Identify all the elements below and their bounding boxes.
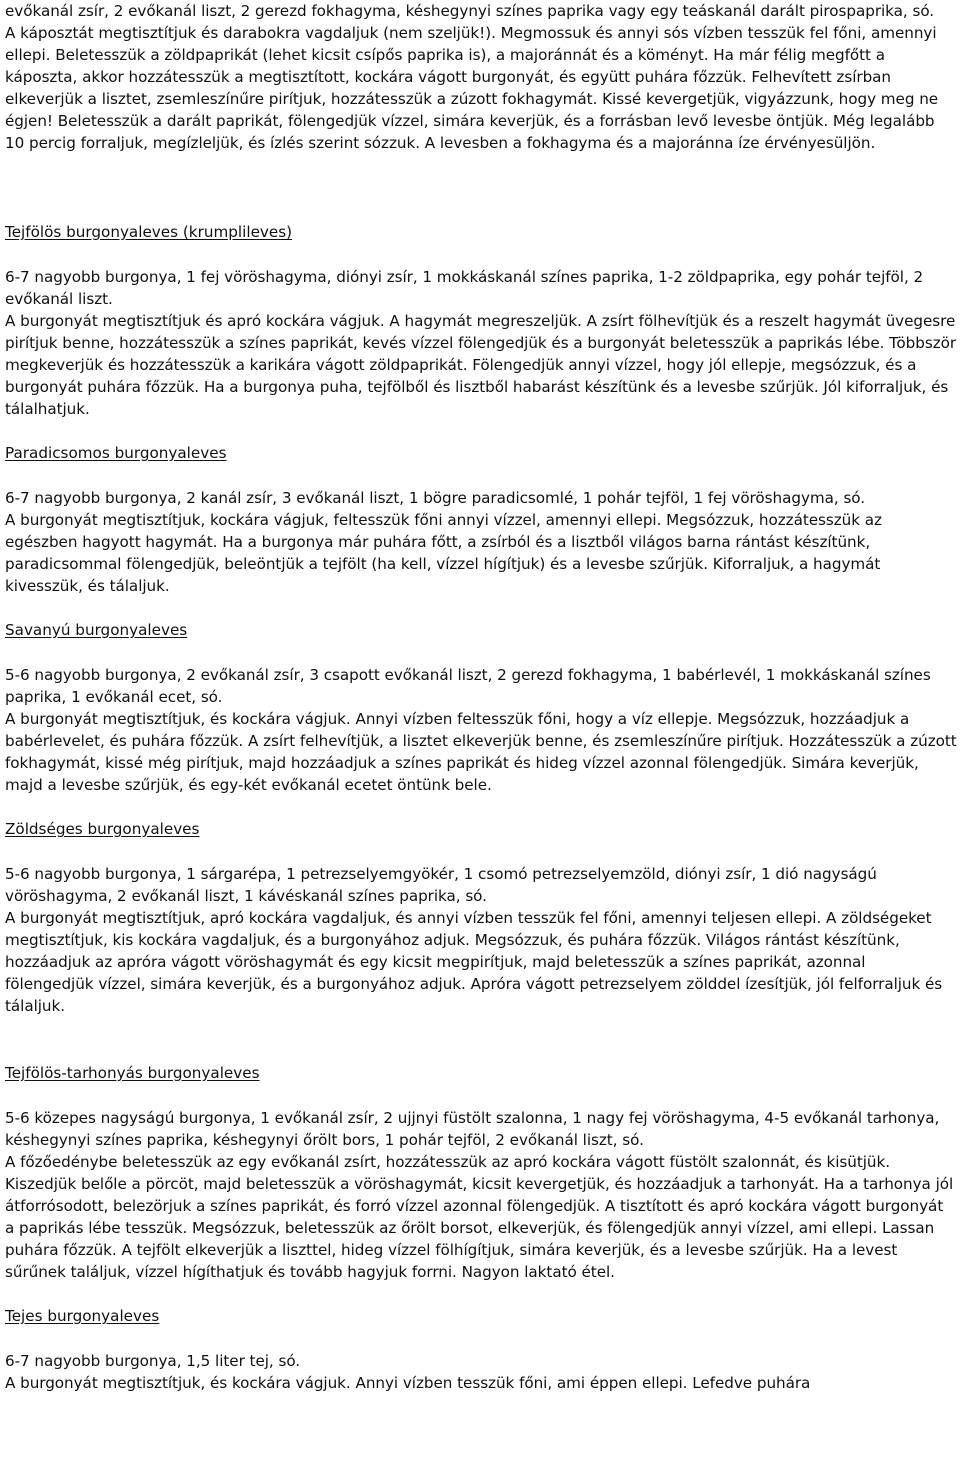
spacer	[5, 420, 957, 442]
spacer	[5, 641, 957, 664]
document-body	[5, 0, 957, 1394]
recipe-ingredients: 6-7 nagyobb burgonya, 2 kanál zsír, 3 evőkanál liszt, 1 bögre paradicsomlé, 1 pohár tejföl, 1 fej vöröshagyma, só.	[5, 489, 866, 507]
intro-method: A káposztát megtisztítjuk és darabokra vagdaljuk (nem szeljük!). Megmossuk és annyi sós vízben tesszük fel főni, amennyi ellepi. Beletesszük a zöldpaprikát (lehet kicsit csípős paprika is), a majoránnát és a köményt. Ha már félig megfőtt a káposzta, akkor hozzátesszük a megtisztított, kockára vágott burgonyát, és együtt puhára főzzük. Felhevített zsírban elkeverjük a lisztet, zsemleszínűre pirítjuk, hozzátesszük a zúzott fokhagymát. Kissé kevergetjük, vigyázzunk, hogy meg ne égjen! Beletesszük a darált paprikát, fölengedjük vízzel, simára keverjük, és a forrásban levő levesbe öntjük. Még legalább 10 percig forraljuk, megízleljük, és ízlés szerint sózzuk. A levesben a fokhagyma és a majoránna íze érvényesüljön.	[5, 24, 939, 152]
recipe-method: A burgonyát megtisztítjuk, és kockára vágjuk. Annyi vízben tesszük főni, ami éppen ellepi. Lefedve puhára	[5, 1374, 811, 1392]
spacer	[5, 597, 957, 619]
intro-ingredients: evőkanál zsír, 2 evőkanál liszt, 2 gerezd fokhagyma, késhegynyi színes paprika vagy egy teáskanál darált pirospaprika, só.	[5, 2, 935, 20]
recipe-title-zoldseges-burgonyaleves: Zöldséges burgonyaleves	[5, 820, 200, 838]
recipe-ingredients: 5-6 közepes nagyságú burgonya, 1 evőkanál zsír, 2 ujjnyi füstölt szalonna, 1 nagy fej vöröshagyma, 4-5 evőkanál tarhonya, késhegynyi színes paprika, késhegynyi őrölt bors, 1 pohár tejföl, 2 evőkanál liszt, só.	[5, 1109, 940, 1149]
spacer	[5, 1283, 957, 1305]
recipe-ingredients: 6-7 nagyobb burgonya, 1 fej vöröshagyma, diónyi zsír, 1 mokkáskanál színes paprika, 1-2 zöldpaprika, egy pohár tejföl, 2 evőkanál liszt.	[5, 268, 924, 308]
recipe-title-savanyu-burgonyaleves: Savanyú burgonyaleves	[5, 621, 188, 639]
spacer	[5, 154, 957, 221]
recipe-title-tejfolos-tarhonyas-burgonyaleves: Tejfölös-tarhonyás burgonyaleves	[5, 1064, 260, 1082]
spacer	[5, 840, 957, 863]
spacer	[5, 1084, 957, 1107]
recipe-method: A főzőedénybe beletesszük az egy evőkanál zsírt, hozzátesszük az apró kockára vágott füstölt szalonnát, és kisütjük. Kiszedjük belőle a pörcöt, majd beletesszük a vöröshagymát, kicsit kevergetjük, és hozzáadjuk a tarhonyát. Ha a tarhonya jól átforrósodott, belezörjuk a színes paprikát, és forró vízzel azonnal fölengedjük. A tisztított és apró kockára vágott burgonyát a paprikás lébe tesszük. Megsózzuk, beletesszük az őrölt borsot, elkeverjük, és fölengedjük annyi vízzel, ami ellepi. Lassan puhára főzzük. A tejfölt elkeverjük a liszttel, hideg vízzel fölhígítjuk, simára keverjük, és a levesbe szűrjük. Ha a levest sűrűnek találjuk, vízzel hígíthatjuk és tovább hagyjuk forrni. Nagyon laktató étel.	[5, 1153, 954, 1281]
spacer	[5, 796, 957, 818]
recipe-ingredients: 5-6 nagyobb burgonya, 2 evőkanál zsír, 3 csapott evőkanál liszt, 2 gerezd fokhagyma, 1 babérlevél, 1 mokkáskanál színes paprika, 1 evőkanál ecet, só.	[5, 666, 931, 706]
recipe-ingredients: 6-7 nagyobb burgonya, 1,5 liter tej, só.	[5, 1352, 301, 1370]
spacer	[5, 1327, 957, 1350]
recipe-method: A burgonyát megtisztítjuk, és kockára vágjuk. Annyi vízben feltesszük főni, hogy a víz ellepje. Megsózzuk, hozzáadjuk a babérlevelet, és puhára főzzük. A zsírt felhevítjük, a lisztet elkeverjük benne, és zsemleszínűre pirítjuk. Hozzátesszük a zúzott fokhagymát, kissé még pirítjuk, majd hozzáadjuk a színes paprikát és hideg vízzel azonnal fölengedjük. Simára keverjük, majd a levesbe szűrjük, és egy-két evőkanál ecetet öntünk bele.	[5, 710, 957, 794]
recipe-method: A burgonyát megtisztítjuk, kockára vágjuk, feltesszük főni annyi vízzel, amennyi ellepi. Megsózzuk, hozzátesszük az egészben hagyott hagymát. Ha a burgonya már puhára főtt, a zsírból és a lisztből világos barna rántást készítünk, paradicsommal fölengedjük, beleöntjük a tejfölt (ha kell, vízzel hígítjuk) és a levesbe szűrjük. Kiforraljuk, a hagymát kivesszük, és tálaljuk.	[5, 511, 882, 595]
spacer	[5, 464, 957, 487]
recipe-title-tejfolos-burgonyaleves: Tejfölös burgonyaleves (krumplileves)	[5, 223, 293, 241]
recipe-title-paradicsomos-burgonyaleves: Paradicsomos burgonyaleves	[5, 444, 227, 462]
recipe-method: A burgonyát megtisztítjuk és apró kockára vágjuk. A hagymát megreszeljük. A zsírt fölhevítjük és a reszelt hagymát üvegesre pirítjuk benne, hozzátesszük a színes paprikát, kevés vízzel fölengedjük és a burgonyát beletesszük a paprikás lébe. Többször megkeverjük és hozzátesszük a karikára vágott zöldpaprikát. Fölengedjük annyi vízzel, hogy jól ellepje, megsózzuk, és a burgonyát puhára főzzük. Ha a burgonya puha, tejfölből és lisztből habarást készítünk és a levesbe szűrjük. Jól kiforraljuk, és tálalhatjuk.	[5, 312, 957, 418]
recipe-ingredients: 5-6 nagyobb burgonya, 1 sárgarépa, 1 petrezselyemgyökér, 1 csomó petrezselyemzöld, diónyi zsír, 1 dió nagyságú vöröshagyma, 2 evőkanál liszt, 1 kávéskanál színes paprika, só.	[5, 865, 877, 905]
spacer	[5, 1017, 957, 1062]
spacer	[5, 243, 957, 266]
recipe-method: A burgonyát megtisztítjuk, apró kockára vagdaljuk, és annyi vízben tesszük fel főni, amennyi teljesen ellepi. A zöldségeket megtisztítjuk, kis kockára vagdaljuk, és a burgonyához adjuk. Megsózzuk, és puhára főzzük. Világos rántást készítünk, hozzáadjuk az apróra vágott vöröshagymát és egy kicsit megpirítjuk, majd beletesszük a színes paprikát, azonnal fölengedjük vízzel, simára keverjük, és a burgonyához adjuk. Apróra vágott petrezselyem zölddel ízesítjük, jól felforraljuk és tálaljuk.	[5, 909, 943, 1015]
recipe-title-tejes-burgonyaleves: Tejes burgonyaleves	[5, 1307, 160, 1325]
